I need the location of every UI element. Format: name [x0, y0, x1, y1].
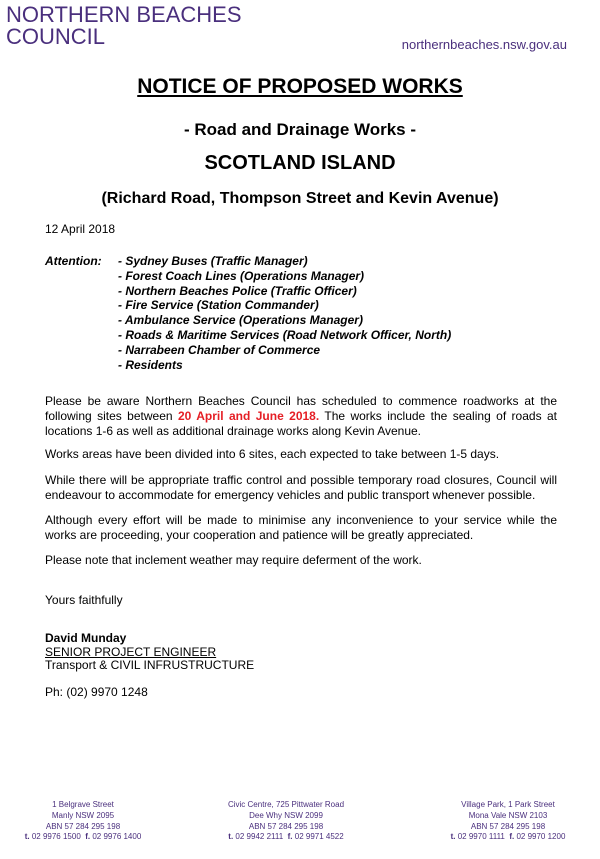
recipient-list — [118, 254, 451, 372]
signatory-name: David Munday — [45, 631, 127, 645]
notice-title: NOTICE OF PROPOSED WORKS — [137, 75, 463, 98]
paragraph-sites: Works areas have been divided into 6 sites, each expected to take between 1-5 days. — [45, 447, 500, 461]
schedule-dates: 20 April and June 2018. — [177, 409, 320, 423]
location-heading: SCOTLAND ISLAND — [204, 152, 396, 174]
paragraph-schedule: Please be aware Northern Beaches Council has scheduled to commence roadworks at the following sites between 20 April and June 2018. The works include the sealing of roads at locations 1-6 as well as additional drainage works along Kevin Avenue. — [45, 394, 557, 438]
attention-label: Attention: — [45, 254, 102, 268]
signatory-role: SENIOR PROJECT ENGINEER — [45, 644, 217, 659]
footer-office-deewhy — [186, 800, 386, 843]
notice-date: 12 April 2018 — [45, 222, 116, 236]
recipient-item: - Ambulance Service (Operations Manager) — [118, 313, 363, 328]
closing-salutation: Yours faithfully — [45, 593, 123, 607]
footer-office-monavale — [408, 800, 600, 843]
footer-office-manly — [0, 800, 183, 843]
paragraph-cooperation: Although every effort will be made to minimise any inconvenience to your service while the works are proceeding, your cooperation and patience will be greatly appreciated. — [45, 513, 557, 542]
logo-line2: COUNCIL — [6, 24, 106, 49]
office-abn: ABN 57 284 295 198 — [470, 821, 546, 831]
streets-heading: (Richard Road, Thompson Street and Kevin Avenue) — [101, 190, 499, 207]
recipient-item: - Residents — [118, 357, 183, 372]
notice-subtitle: - Road and Drainage Works - — [183, 120, 417, 139]
logo-line1: NORTHERN BEACHES — [6, 2, 242, 27]
office-suburb: Manly NSW 2095 — [51, 810, 115, 820]
recipient-item: - Forest Coach Lines (Operations Manager) — [118, 268, 365, 283]
council-logo — [6, 4, 242, 48]
office-contact: t. 02 9970 1111 f. 02 9970 1200 — [450, 832, 566, 842]
recipient-item: - Sydney Buses (Traffic Manager) — [118, 254, 308, 268]
office-address: 1 Belgrave Street — [52, 800, 114, 809]
paragraph-traffic: While there will be appropriate traffic control and possible temporary road closures, Council will endeavour to accommodate for emergency vehicles and public transport whenever possible. — [45, 473, 557, 502]
contact-phone: Ph: (02) 9970 1248 — [45, 685, 148, 699]
office-address: Civic Centre, 725 Pittwater Road — [227, 800, 345, 809]
recipient-item: - Roads & Maritime Services (Road Network Officer, North) — [118, 327, 452, 342]
recipient-item: - Narrabeen Chamber of Commerce — [118, 342, 321, 357]
office-abn: ABN 57 284 295 198 — [45, 821, 121, 831]
recipient-item: - Northern Beaches Police (Traffic Officer) — [118, 283, 357, 298]
signature-block — [45, 632, 254, 673]
office-abn: ABN 57 284 295 198 — [248, 821, 324, 831]
office-suburb: Dee Why NSW 2099 — [249, 810, 323, 820]
paragraph-weather: Please note that inclement weather may require deferment of the work. — [45, 553, 422, 567]
office-contact: t. 02 9942 2111 f. 02 9971 4522 — [228, 832, 344, 842]
office-suburb: Mona Vale NSW 2103 — [468, 810, 548, 820]
recipient-item: - Fire Service (Station Commander) — [118, 298, 319, 313]
signatory-department: Transport & CIVIL INFRUSTRUCTURE — [45, 658, 255, 672]
office-address: Village Park, 1 Park Street — [461, 800, 555, 809]
website-link[interactable]: northernbeaches.nsw.gov.au — [401, 37, 567, 52]
office-contact: t. 02 9976 1500 f. 02 9976 1400 — [24, 832, 142, 842]
